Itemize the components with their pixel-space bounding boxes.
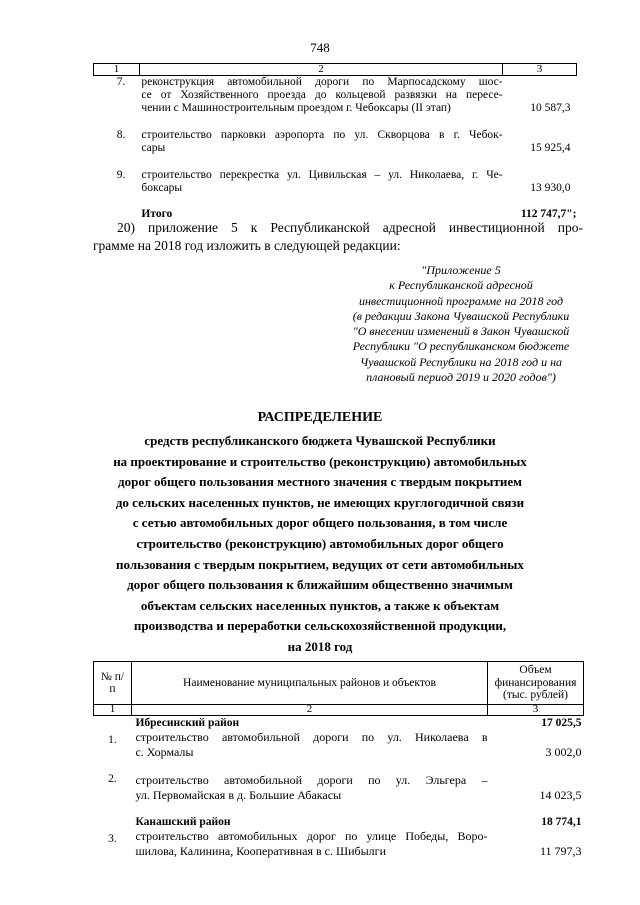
- subtitle-line: дорог общего пользования к ближайшим общественно значимым: [127, 577, 513, 593]
- row-name: [131, 773, 487, 803]
- row-value: 10 587,3: [530, 102, 571, 114]
- top-table-header: [94, 64, 577, 76]
- row-name-line: сары: [141, 142, 166, 154]
- subtitle-line: с сетью автомобильных дорог общего пользования, в том числе: [132, 515, 508, 531]
- appendix-line: Чувашской Республики на 2018 год и на: [359, 354, 563, 369]
- subtitle-line: объектам сельских населенных пунктов, а также к объектам: [140, 597, 500, 613]
- subtitle-line: на 2018 год: [287, 638, 353, 654]
- appendix-line: Республики "О республиканском бюджете: [352, 339, 570, 354]
- distribution-table: [93, 661, 584, 859]
- document-title: РАСПРЕДЕЛЕНИЕ: [257, 410, 383, 425]
- subtitle-line: средств республиканского бюджета Чувашской Республики: [144, 433, 496, 448]
- subtitle-line: на проектирование и строительство (реконструкцию) автомобильных: [113, 453, 527, 469]
- column-numbers-row: [94, 705, 584, 716]
- district-row: [94, 716, 584, 731]
- subtitle-line: пользования с твердым покрытием, ведущих от сети автомобильных: [116, 556, 524, 572]
- appendix-line: к Республиканской адресной: [389, 278, 533, 293]
- district-name: Канашский район: [135, 816, 231, 828]
- paragraph-line: 20) приложение 5 к Республиканской адресной инвестиционной про-: [117, 220, 583, 235]
- table-row: [94, 730, 584, 760]
- column-number: 1: [94, 705, 132, 716]
- row-name-line: шилова, Калинина, Кооперативная в с. Шибылги: [135, 844, 386, 858]
- total-label: Итого: [141, 208, 173, 220]
- appendix-line: инвестиционной программе на 2018 год: [358, 293, 564, 308]
- row-name-line: строительство парковки аэропорта по ул. Скворцова в г. Чебок-: [141, 129, 503, 141]
- column-number: 2: [131, 705, 487, 716]
- appendix-line: "Приложение 5: [421, 263, 501, 277]
- row-number: 3.: [108, 833, 117, 845]
- row-name: [139, 169, 502, 195]
- row-name: [139, 129, 502, 155]
- distribution-table-header: [94, 662, 584, 705]
- row-number: 1.: [108, 734, 117, 746]
- subtitle-line: производства и переработки сельскохозяйственной продукции,: [133, 618, 507, 634]
- row-name: [131, 730, 487, 760]
- table-row: [94, 129, 577, 155]
- row-value: 13 930,0: [530, 182, 571, 194]
- row-name-line: ул. Первомайская в д. Большие Абакасы: [135, 788, 342, 802]
- appendix-line: "О внесении изменений в Закон Чувашской: [352, 324, 570, 339]
- top-header-col1: 1: [94, 64, 140, 76]
- row-value: 3 002,0: [545, 745, 582, 759]
- appendix-line: (в редакции Закона Чувашской Республики: [352, 308, 570, 323]
- subtitle-line: до сельских населенных пунктов, не имеющих круглогодичной связи: [115, 494, 525, 510]
- row-number: 9.: [116, 169, 126, 181]
- table-row: [94, 829, 584, 859]
- row-name-line: строительство перекрестка ул. Цивильская – ул. Николаева, г. Че-: [141, 169, 503, 181]
- top-header-col2: 2: [139, 64, 502, 76]
- page-number: 748: [310, 40, 330, 55]
- row-value: 11 797,3: [539, 844, 582, 858]
- paragraph: [93, 219, 583, 255]
- column-number: 3: [488, 705, 584, 716]
- row-name-line: с. Хормалы: [135, 745, 194, 759]
- top-table: [93, 63, 577, 221]
- row-name: [131, 829, 487, 859]
- subtitle-line: дорог общего пользования местного значения с твердым покрытием: [118, 474, 522, 490]
- total-value: 112 747,7";: [520, 208, 577, 220]
- row-name-line: се от Хозяйственного проезда до кольцевой развязки на пересе-: [141, 89, 503, 101]
- row-name-line: строительство автомобильных дорог по улице Победы, Воро-: [135, 829, 488, 843]
- top-header-col3: 3: [503, 64, 577, 76]
- district-row: [94, 816, 584, 829]
- row-value: 14 023,5: [539, 788, 582, 802]
- row-number: 8.: [116, 129, 126, 141]
- table-row: [94, 169, 577, 195]
- district-total: 17 025,5: [541, 717, 582, 729]
- document-subtitle: [60, 431, 580, 658]
- row-name-line: чении с Машиностроительным проездом г. Чебоксары (II этап): [141, 102, 451, 114]
- row-name-line: строительство автомобильной дороги по ул. Эльгера –: [135, 773, 488, 787]
- table-row: [94, 773, 584, 803]
- row-name-line: строительство автомобильной дороги по ул. Николаева в: [135, 730, 488, 744]
- district-name: Ибресинский район: [135, 717, 240, 729]
- paragraph-line: грамме на 2018 год изложить в следующей редакции:: [93, 238, 401, 253]
- row-name: [139, 76, 502, 116]
- header-name: Наименование муниципальных районов и объектов: [131, 662, 487, 705]
- row-number: 2.: [108, 773, 117, 785]
- table-row: [94, 76, 577, 116]
- appendix-line: плановый период 2019 и 2020 годов"): [366, 370, 556, 385]
- row-number: 7.: [116, 76, 126, 88]
- district-total: 18 774,1: [541, 816, 582, 828]
- row-value: 15 925,4: [530, 142, 571, 154]
- appendix-note: [330, 263, 592, 385]
- header-number: № п/п: [94, 662, 132, 705]
- row-name-line: боксары: [141, 182, 183, 194]
- row-name-line: реконструкция автомобильной дороги по Марпосадскому шос-: [141, 76, 503, 88]
- header-amount: Объем финансирования (тыс. рублей): [488, 662, 584, 705]
- subtitle-line: строительство (реконструкцию) автомобильных дорог общего: [136, 535, 504, 551]
